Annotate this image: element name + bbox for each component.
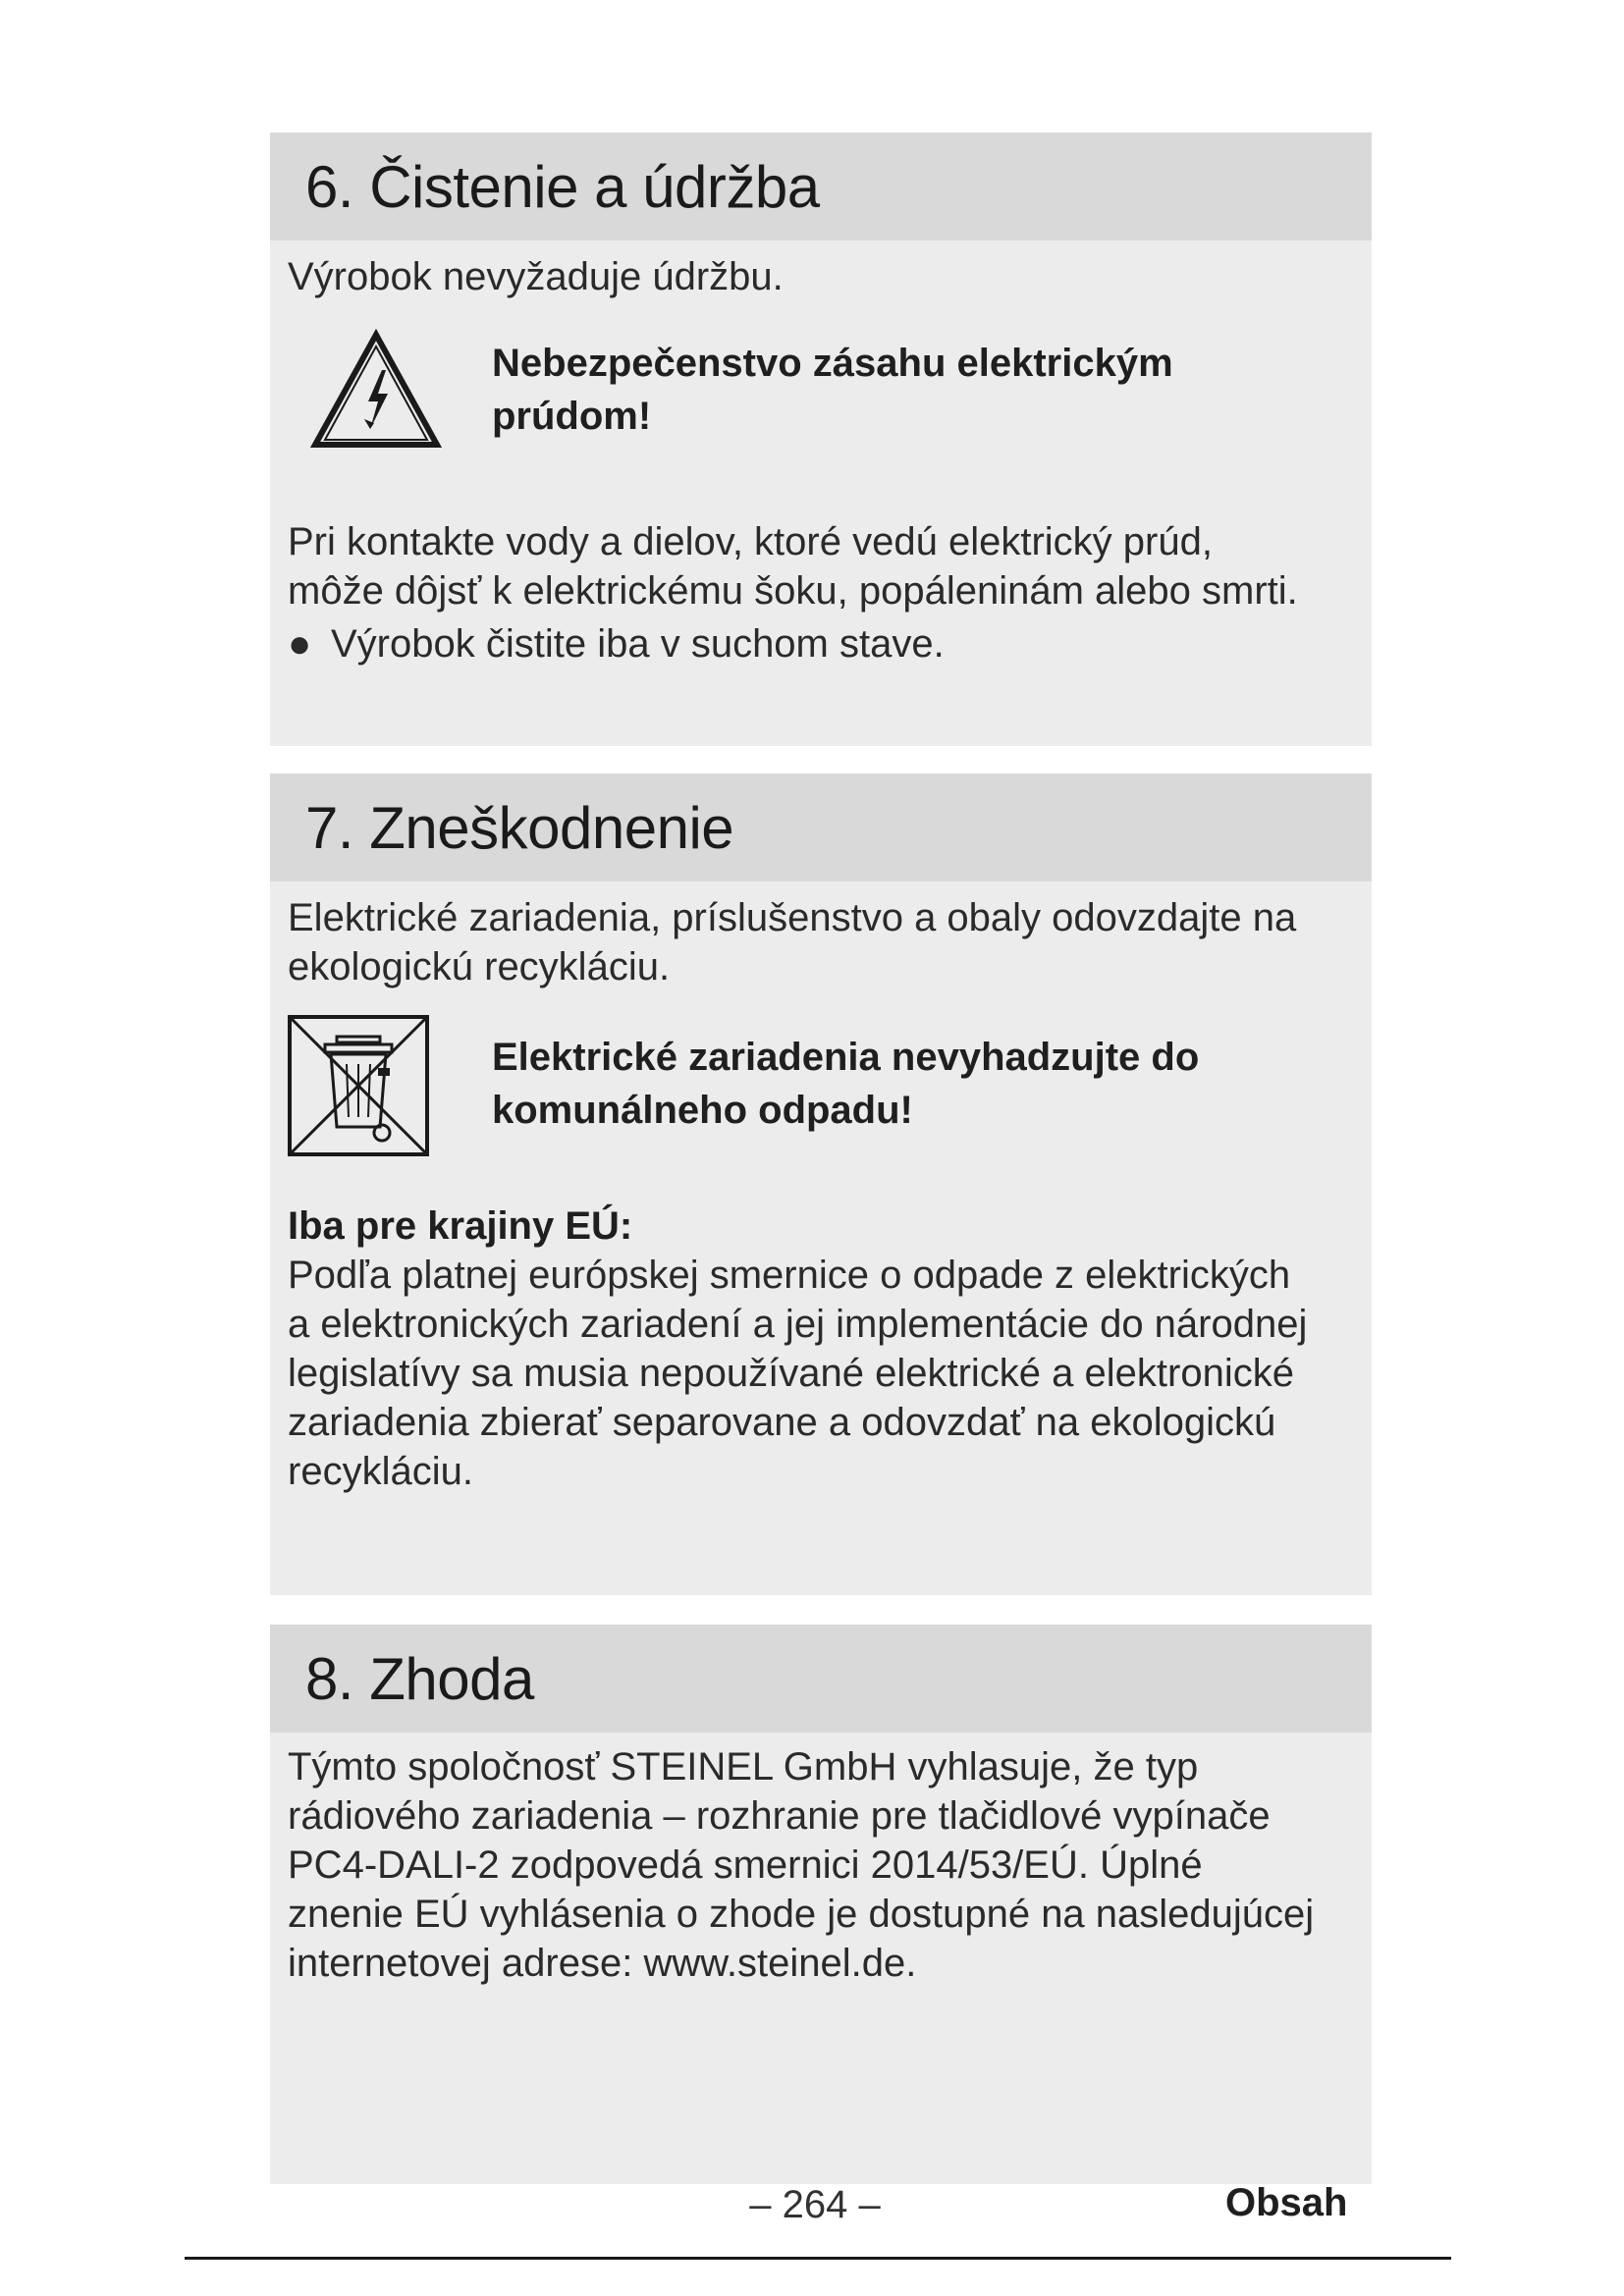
conformity-line: Týmto spoločnosť STEINEL GmbH vyhlasuje, že typ <box>288 1745 1199 1789</box>
intro-line: ekologickú recykláciu. <box>288 945 671 988</box>
section-cleaning-maintenance <box>270 133 1372 746</box>
intro-text <box>288 893 1354 991</box>
hazard-line: môže dôjsť k elektrickému šoku, popáleninám alebo smrti. <box>288 569 1298 613</box>
section-body <box>270 1742 1372 1988</box>
conformity-paragraph <box>288 1742 1354 1988</box>
section-header <box>270 133 1372 240</box>
conformity-line: PC4-DALI-2 zodpovedá smernici 2014/53/EÚ. Úplné <box>288 1843 1203 1887</box>
warning-line: Nebezpečenstvo zásahu elektrickým <box>492 342 1173 385</box>
warning-line: Elektrické zariadenia nevyhadzujte do <box>492 1036 1200 1079</box>
eu-line: Podľa platnej európskej smernice o odpade z elektrických <box>288 1254 1291 1297</box>
warning-line: prúdom! <box>492 395 652 438</box>
section-title: 8. Zhoda <box>305 1645 534 1712</box>
warning-line: komunálneho odpadu! <box>492 1089 913 1132</box>
conformity-line: rádiového zariadenia – rozhranie pre tlačidlové vypínače <box>288 1794 1271 1838</box>
hazard-line: Pri kontakte vody a dielov, ktoré vedú elektrický prúd, <box>288 520 1213 563</box>
section-disposal <box>270 774 1372 1595</box>
list-item-text: Výrobok čistite iba v suchom stave. <box>331 622 945 666</box>
warning-block <box>288 1015 1354 1158</box>
intro-text: Výrobok nevyžaduje údržbu. <box>288 255 784 298</box>
section-body <box>270 893 1372 1496</box>
list-item <box>288 619 1354 668</box>
crossed-bin-icon <box>288 1015 429 1161</box>
eu-heading: Iba pre krajiny EÚ: <box>288 1204 633 1248</box>
eu-line: a elektronických zariadení a jej implementácie do národnej <box>288 1303 1308 1346</box>
eu-notice <box>288 1201 1354 1496</box>
electric-hazard-icon <box>309 329 443 455</box>
section-header <box>270 1625 1372 1733</box>
conformity-line: znenie EÚ vyhlásenia o zhode je dostupné na nasledujúcej <box>288 1893 1315 1936</box>
contents-link[interactable]: Obsah <box>1225 2181 1348 2224</box>
warning-block <box>288 329 1354 458</box>
section-body <box>270 252 1372 668</box>
section-title: 6. Čistenie a údržba <box>305 153 820 220</box>
bullet-icon: ● <box>288 622 312 666</box>
section-conformity <box>270 1625 1372 2184</box>
hazard-paragraph <box>288 517 1354 615</box>
page-number: – 264 – <box>749 2183 881 2226</box>
conformity-line: internetovej adrese: www.steinel.de. <box>288 1942 917 1985</box>
section-title: 7. Zneškodnenie <box>305 794 734 861</box>
warning-text <box>492 1031 1297 1137</box>
eu-line: zariadenia zbierať separovane a odovzdať na ekologickú <box>288 1401 1276 1444</box>
warning-text <box>492 337 1297 443</box>
footer-divider <box>185 2257 1451 2260</box>
eu-line: recykláciu. <box>288 1450 473 1493</box>
eu-line: legislatívy sa musia nepoužívané elektrické a elektronické <box>288 1352 1294 1395</box>
intro-line: Elektrické zariadenia, príslušenstvo a obaly odovzdajte na <box>288 896 1297 939</box>
section-header <box>270 774 1372 881</box>
